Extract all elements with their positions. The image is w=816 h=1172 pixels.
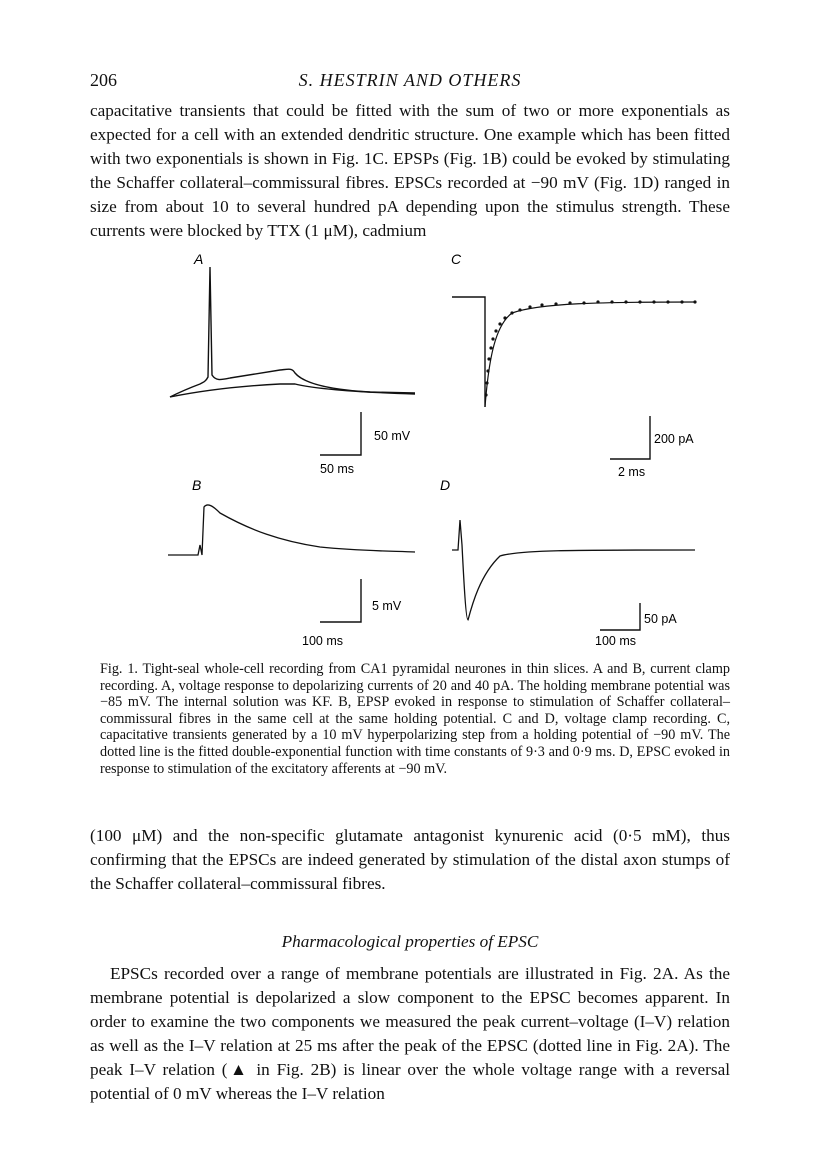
section-heading: Pharmacological properties of EPSC: [281, 932, 539, 951]
panel-c-scale-bar: [610, 416, 650, 459]
panel-a-trace-20pa: [170, 384, 415, 397]
panel-b-label: B: [192, 477, 202, 493]
panel-c-label: C: [451, 251, 462, 267]
paragraph-text: (100 μM) and the non-specific glutamate antagonist kynurenic acid (0·5 mM), thus confirming that the EPSCs are indeed generated by stimulation of the distal axon stumps of the Schaffer collateral–commissural fibres.: [90, 826, 730, 893]
panel-a-scale-bar: [320, 412, 361, 455]
caption-text: Fig. 1. Tight-seal whole-cell recording from CA1 pyramidal neurones in thin slices. A and B, current clamp recording. A, voltage response to depolarizing currents of 20 and 40 pA. The holding membrane potential was −85 mV. The internal solution was KF. B, EPSP evoked in response to stimulation of Schaffer collateral–commissural fibres in the same cell at the same holding potential. C and D, voltage clamp recording. C, capacitative transients generated by a 10 mV hyperpolarizing step from a holding potential of −90 mV. The dotted line is the fitted double-exponential function with time constants of 9·3 and 0·9 ms. D, EPSC evoked in response to stimulation of the excitatory afferents at −90 mV.: [100, 661, 730, 777]
panel-c-transient: [485, 302, 695, 407]
panel-a-scale-y-label: 50 mV: [374, 429, 411, 443]
panel-d-label: D: [440, 477, 451, 493]
panel-b-scale-y-label: 5 mV: [372, 599, 402, 613]
figure-1-svg: [140, 245, 720, 655]
page-number: 206: [90, 70, 117, 90]
panel-c-scale-x-label: 2 ms: [618, 465, 646, 479]
body-paragraph-2: [90, 824, 730, 896]
figure-1: [140, 245, 720, 655]
running-head: S. HESTRIN AND OTHERS: [298, 70, 522, 90]
panel-a-trace-40pa: [170, 267, 415, 397]
panel-d-trace: [452, 520, 695, 620]
panel-c-scale-y-label: 200 pA: [654, 432, 694, 446]
panel-d-scale-bar: [600, 603, 640, 630]
figure-caption: [100, 661, 730, 777]
paragraph-text: capacitative transients that could be fitted with the sum of two or more exponentials as expected for a cell with an extended dendritic structure. One example which has been fitted with two exponentials is shown in Fig. 1C. EPSPs (Fig. 1B) could be evoked by stimulating the Schaffer collateral–commissural fibres. EPSCs recorded at −90 mV (Fig. 1D) ranged in size from about 10 to several hundred pA depending upon the stimulus strength. These currents were blocked by TTX (1 μM), cadmium: [90, 101, 730, 240]
panel-d-scale-y-label: 50 pA: [644, 612, 677, 626]
panel-a-scale-x-label: 50 ms: [320, 462, 355, 476]
panel-c-fit-dots: [484, 300, 696, 396]
panel-b-scale-bar: [320, 579, 361, 622]
panel-c-step: [452, 297, 485, 407]
panel-a-label: A: [194, 251, 204, 267]
panel-d-scale-x-label: 100 ms: [595, 634, 636, 648]
body-paragraph-3: [90, 962, 730, 1106]
body-paragraph-1: [90, 99, 730, 243]
paragraph-text: EPSCs recorded over a range of membrane potentials are illustrated in Fig. 2A. As the membrane potential is depolarized a slow component to the EPSC becomes apparent. In order to examine the two components we measured the peak current–voltage (I–V) relation as well as the I–V relation at 25 ms after the peak of the EPSC (dotted line in Fig. 2A). The peak I–V relation (▲ in Fig. 2B) is linear over the whole voltage range with a reversal potential of 0 mV whereas the I–V relation: [90, 964, 730, 1103]
panel-b-trace: [168, 505, 415, 555]
panel-b-scale-x-label: 100 ms: [302, 634, 343, 648]
page-header: [90, 70, 730, 94]
